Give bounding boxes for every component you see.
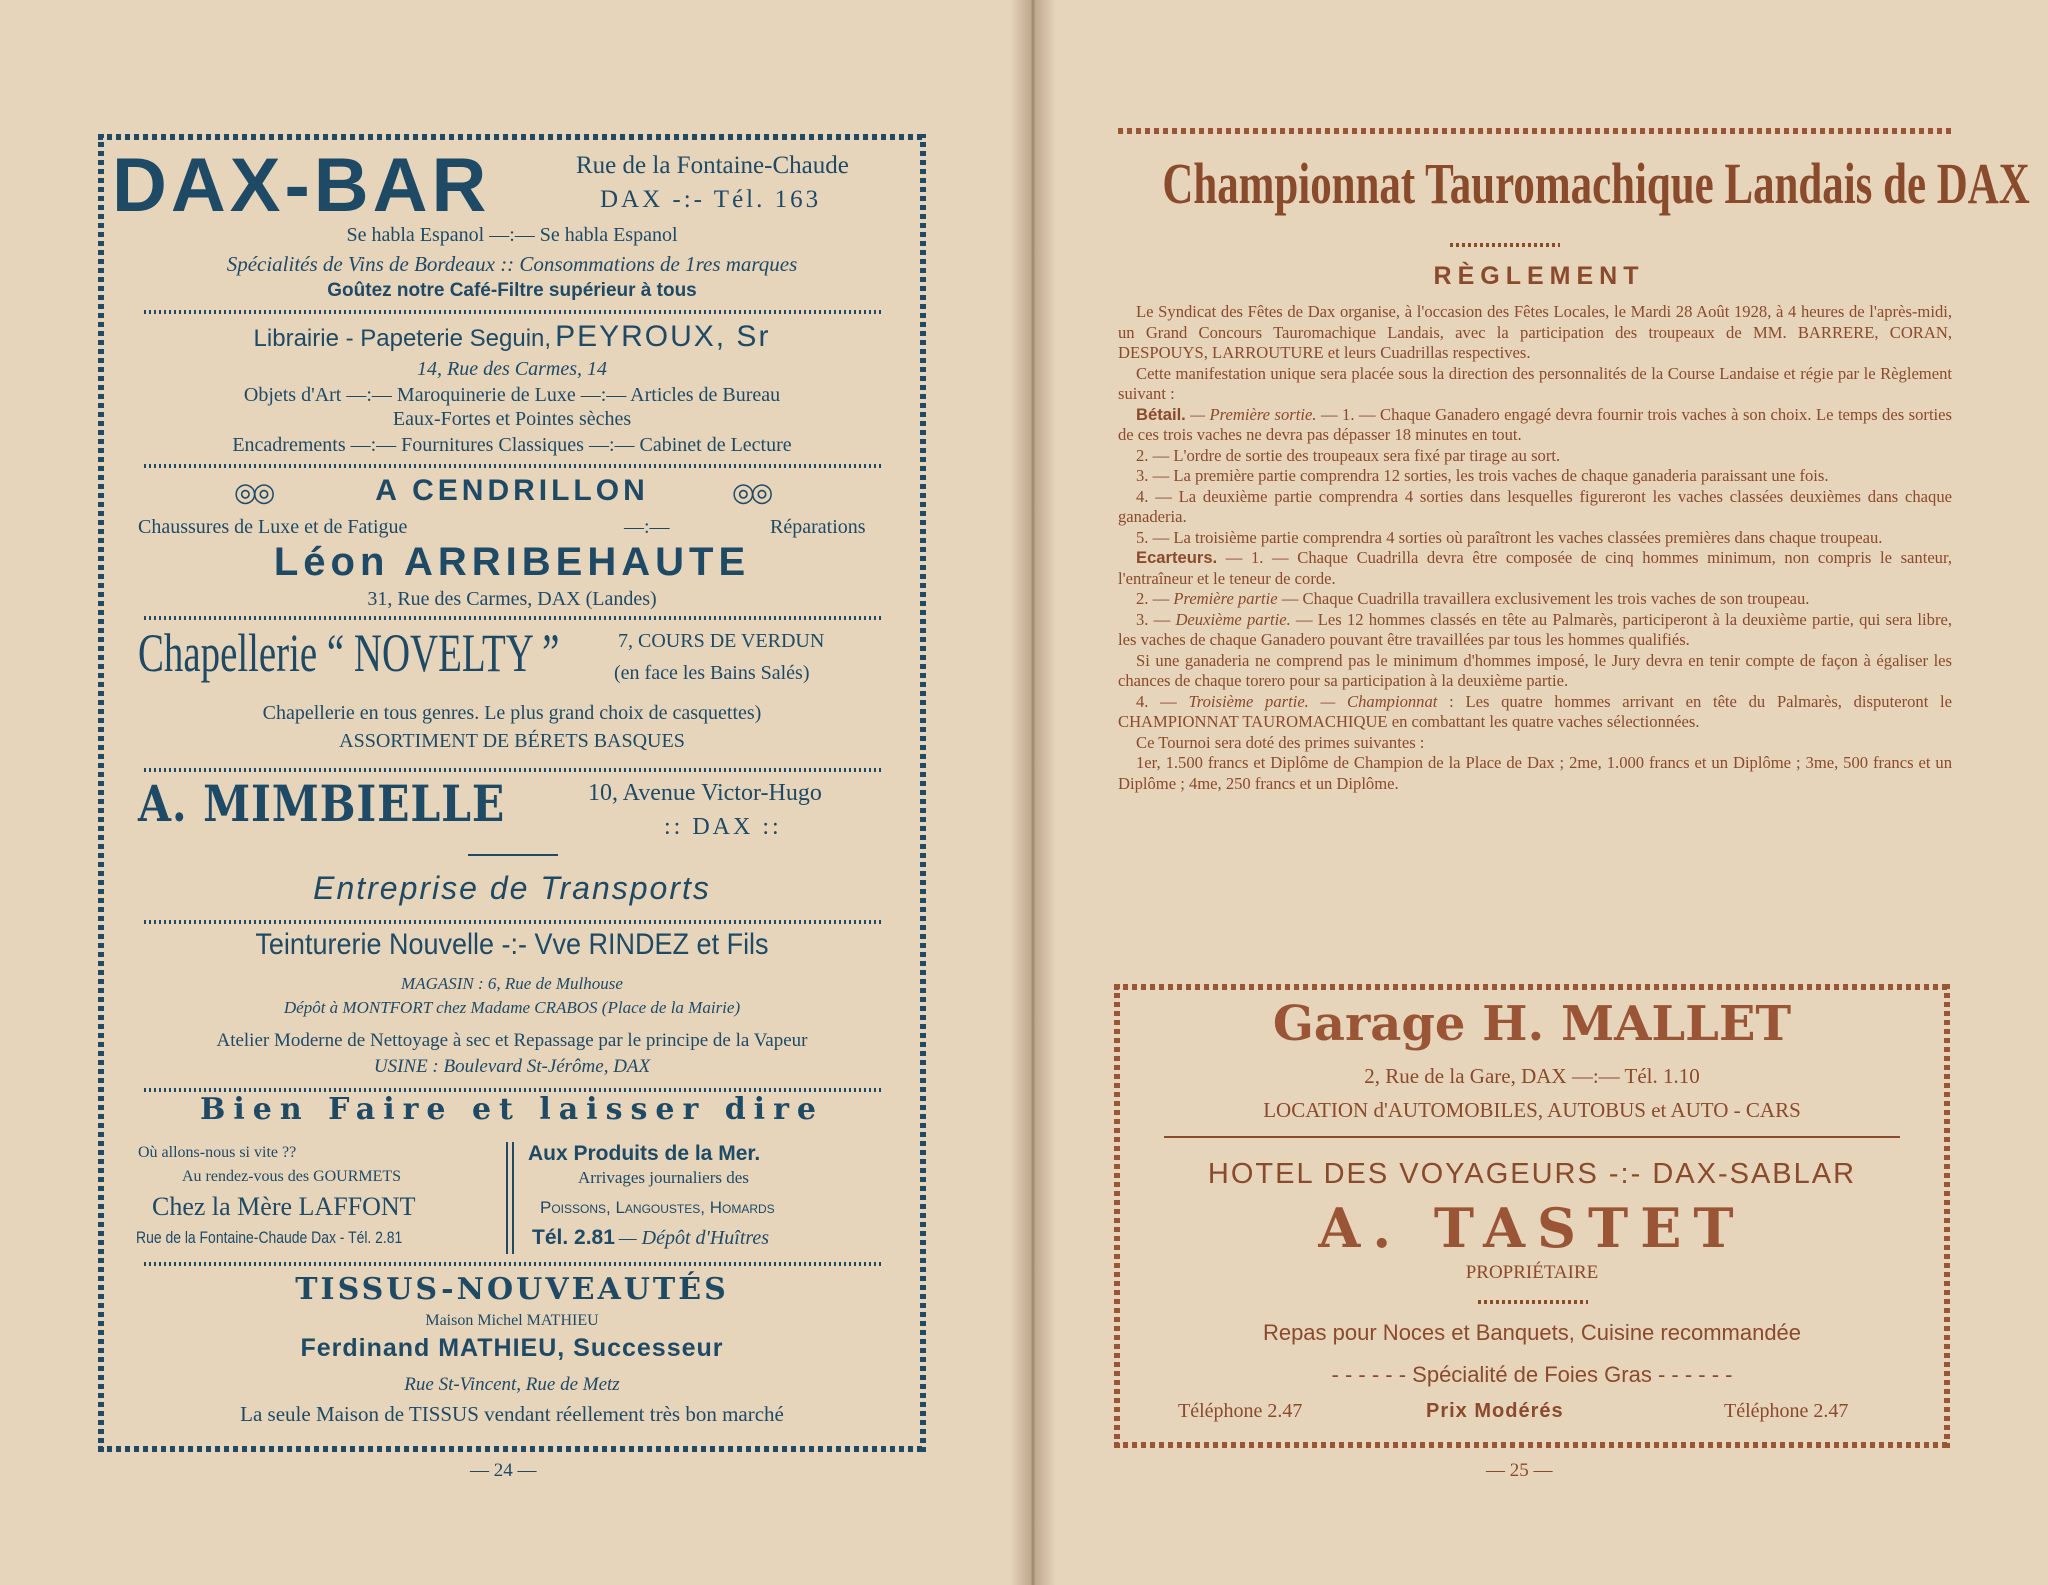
reglement-p9-body: — Chaque Cuadrilla travaillera exclusivement les trois vaches de son troupeau. <box>1281 589 1810 608</box>
reglement-p3-sub: — Première sortie. <box>1190 404 1317 424</box>
reglement-p11: Si une ganaderia ne comprend pas le minimum d'hommes imposé, le Jury devra en tenir compte de façon à égaliser les chances de chaque torero pour sa participation à la deuxième partie. <box>1118 650 1952 690</box>
cendrillon-title: A CENDRILLON <box>375 474 649 507</box>
mimbielle-name: A. MIMBIELLE <box>138 774 506 833</box>
dax-bar-line-1: Se habla Espanol —:— Se habla Espanol <box>346 224 678 246</box>
mimbielle-line-1: Entreprise de Transports <box>313 870 711 906</box>
teinturerie-line-1: MAGASIN : 6, Rue de Mulhouse <box>401 974 623 993</box>
hotel-line-1: Repas pour Noces et Banquets, Cuisine recommandée <box>1262 1320 1802 1345</box>
bien-faire-right-3: Poissons, Langoustes, Homards <box>540 1198 775 1217</box>
cendrillon-line-left: Chaussures de Luxe et de Fatigue <box>138 516 408 538</box>
teinturerie-line-4: USINE : Boulevard St-Jérôme, DAX <box>373 1056 651 1077</box>
reglement-heading: RÈGLEMENT <box>1433 262 1645 290</box>
dax-bar-address-1: Rue de la Fontaine-Chaude <box>576 152 849 179</box>
dax-bar-address-2: DAX -:- Tél. 163 <box>600 186 822 213</box>
reglement-p1: Le Syndicat des Fêtes de Dax organise, à l'occasion des Fêtes Locales, le Mardi 28 Août 1928, à 4 heures de l'après-midi, un Grand Concours Tauromachique Landais, avec la participation des troupeaux de MM. BARRERE, CORAN, DESPOUYS, LARROUTURE et leurs Cuadrillas respectives. <box>1118 302 1952 362</box>
hotel-tel-right: Téléphone 2.47 <box>1724 1400 1849 1422</box>
dax-bar-line-3: Goûtez notre Café-Filtre supérieur à tous <box>327 280 697 301</box>
reglement-p8-label: Ecarteurs. <box>1136 548 1218 567</box>
reglement-p13: Ce Tournoi sera doté des primes suivantes : <box>1136 732 1425 752</box>
teinturerie-line-2: Dépôt à MONTFORT chez Madame CRABOS (Place de la Mairie) <box>283 998 741 1017</box>
mimbielle-address-2: :: DAX :: <box>664 814 782 840</box>
tissus-title: TISSUS-NOUVEAUTÉS <box>295 1272 729 1307</box>
bien-faire-right-1: Aux Produits de la Mer. <box>528 1142 761 1165</box>
cendrillon-line-mid: —:— <box>624 516 670 538</box>
championnat-title: Championnat Tauromachique Landais de DAX <box>1162 151 2030 216</box>
bien-faire-right-4 <box>532 1226 769 1250</box>
novelty-address-2: (en face les Bains Salés) <box>614 662 810 684</box>
reglement-p3-label: Bétail. <box>1136 404 1186 424</box>
reglement-p3 <box>1118 405 1952 446</box>
reglement-p10-sub: Deuxième partie. <box>1175 609 1291 629</box>
reglement-p7: 5. — La troisième partie comprendra 4 sorties où paraîtront les vaches classées premières dans chaque troupeau. <box>1136 527 1883 547</box>
hotel-role: PROPRIÉTAIRE <box>1465 1262 1599 1283</box>
reglement-p10: 3. — Deuxième partie. — Les 12 hommes classés en tête au Palmarès, participeront à la deuxième partie, qui sera libre, les vaches de chaque Ganadero pouvant être travaillées par tous les hommes qualifiés. <box>1118 609 1952 649</box>
novelty-address-1: 7, COURS DE VERDUN <box>618 630 825 652</box>
bien-faire-left-4: Rue de la Fontaine-Chaude Dax - Tél. 2.81 <box>136 1228 403 1247</box>
reglement-p12-body: : Les quatre hommes arrivant en tête du Palmarès, disputeront le CHAMPIONNAT TAUROMACHIQUE en combattant les quatre vaches sélectionnées. <box>1118 691 1952 731</box>
cendrillon-owner: Léon ARRIBEHAUTE <box>273 540 751 584</box>
dax-bar-line-2: Spécialités de Vins de Bordeaux :: Consommations de 1res marques <box>226 252 798 276</box>
librairie-title <box>98 320 926 354</box>
bien-faire-title: Bien Faire et laisser dire <box>200 1092 824 1127</box>
hotel-title: HOTEL DES VOYAGEURS -:- DAX-SABLAR <box>1207 1158 1857 1190</box>
garage-line-1: LOCATION d'AUTOMOBILES, AUTOBUS et AUTO - CARS <box>1263 1098 1801 1122</box>
advert-frame <box>98 134 926 1452</box>
reglement-p12: 4. — Troisième partie. — Championnat : Les quatre hommes arrivant en tête du Palmarès, disputeront le CHAMPIONNAT TAUROMACHIQUE en combattant les quatre vaches sélectionnées. <box>1118 691 1952 731</box>
librairie-line-3: Encadrements —:— Fournitures Classiques —:— Cabinet de Lecture <box>232 434 792 456</box>
reglement-p14: 1er, 1.500 francs et Diplôme de Champion de la Place de Dax ; 2me, 1.000 francs et un Diplôme ; 3me, 500 francs et un Diplôme ; 4me, 250 francs et un Diplôme. <box>1118 753 1952 793</box>
reglement-p5: 3. — La première partie comprendra 12 sorties, les trois vaches de chaque ganaderia paraissant une fois. <box>1136 466 1829 485</box>
bien-faire-right-4b: — Dépôt d'Huîtres <box>618 1227 770 1249</box>
top-dotted-rule <box>1118 128 1954 134</box>
reglement-p3-body: — 1. — Chaque Ganadero engagé devra fournir trois vaches à son choix. Le temps des sorties de ces trois vaches ne devra pas dépasser 18 minutes en tout. <box>1118 404 1952 444</box>
bien-faire-left-2: Au rendez-vous des GOURMETS <box>182 1168 402 1185</box>
teinturerie-title: Teinturerie Nouvelle -:- Vve RINDEZ et Fils <box>255 928 769 961</box>
teinturerie-line-3: Atelier Moderne de Nettoyage à sec et Repassage par le principe de la Vapeur <box>216 1030 808 1051</box>
hotel-tel-left: Téléphone 2.47 <box>1178 1400 1303 1422</box>
librairie-address: 14, Rue des Carmes, 14 <box>417 358 607 380</box>
reglement-p10-body: — Les 12 hommes classés en tête au Palmarès, participeront à la deuxième partie, qui sera libre, les vaches de chaque Ganadero pouvant être travaillées par tous les hommes qualifiés. <box>1118 609 1952 649</box>
reglement-p8-body: — 1. — Chaque Cuadrilla devra être composée de cinq hommes minimum, non compris le santeur, l'entraîneur et le teneur de corde. <box>1118 548 1952 588</box>
novelty-line-2: ASSORTIMENT DE BÉRETS BASQUES <box>339 730 685 752</box>
tissus-line-4: La seule Maison de TISSUS vendant réellement très bon marché <box>240 1402 784 1426</box>
cendrillon-address: 31, Rue des Carmes, DAX (Landes) <box>367 588 657 610</box>
librairie-title-b: PEYROUX, Sr <box>555 320 771 353</box>
page-number-left: — 24 — <box>470 1460 537 1481</box>
librairie-line-1: Objets d'Art —:— Maroquinerie de Luxe —:— Articles de Bureau <box>243 384 781 406</box>
garage-address: 2, Rue de la Gare, DAX —:— Tél. 1.10 <box>1364 1064 1700 1088</box>
reglement-p9: 2. — Première partie — Chaque Cuadrilla travaillera exclusivement les trois vaches de son troupeau. <box>1136 589 1810 608</box>
hotel-line-2: - - - - - - Spécialité de Foies Gras - - - - - - <box>1331 1362 1733 1387</box>
librairie-title-a: Librairie - Papeterie Seguin, <box>253 325 552 352</box>
bien-faire-left-1: Où allons-nous si vite ?? <box>138 1144 297 1161</box>
novelty-line-1: Chapellerie en tous genres. Le plus grand choix de casquettes) <box>262 702 762 724</box>
reglement-p4: 2. — L'ordre de sortie des troupeaux sera fixé par tirage au sort. <box>1136 445 1561 465</box>
tissus-line-1: Maison Michel MATHIEU <box>425 1312 599 1329</box>
dax-bar-title: DAX-BAR <box>112 143 491 228</box>
librairie-line-2: Eaux-Fortes et Pointes sèches <box>392 408 632 430</box>
reglement-p6: 4. — La deuxième partie comprendra 4 sorties dans lesquelles figureront les vaches classées deuxièmes dans chaque ganaderia. <box>1118 486 1952 526</box>
hotel-prix: Prix Modérés <box>1426 1400 1564 1422</box>
tissus-line-2: Ferdinand MATHIEU, Successeur <box>300 1334 724 1362</box>
tissus-line-3: Rue St-Vincent, Rue de Metz <box>404 1374 620 1395</box>
reglement-p9-sub: Première partie <box>1173 589 1278 608</box>
cendrillon-logo-left: ◎◎ <box>234 478 272 507</box>
reglement-p8 <box>1118 548 1952 589</box>
reglement-p12-sub: Troisième partie. — Championnat <box>1188 691 1438 711</box>
novelty-title: Chapellerie “ NOVELTY ” <box>138 623 560 683</box>
reglement-text <box>1118 302 1952 794</box>
bien-faire-right-2: Arrivages journaliers des <box>578 1168 749 1187</box>
reglement-p2: Cette manifestation unique sera placée sous la direction des personnalités de la Course Landaise et régie par le Règlement suivant : <box>1118 363 1952 403</box>
page-number-right: — 25 — <box>1486 1460 1553 1481</box>
garage-name: Garage H. MALLET <box>1272 996 1792 1052</box>
cendrillon-logo-right: ◎◎ <box>732 478 770 507</box>
hotel-owner: A. TASTET <box>1318 1196 1746 1260</box>
bien-faire-left-3: Chez la Mère LAFFONT <box>152 1192 416 1221</box>
mimbielle-address-1: 10, Avenue Victor-Hugo <box>588 780 822 806</box>
cendrillon-line-right: Réparations <box>770 516 866 538</box>
bien-faire-right-4a: Tél. 2.81 <box>532 1226 615 1249</box>
